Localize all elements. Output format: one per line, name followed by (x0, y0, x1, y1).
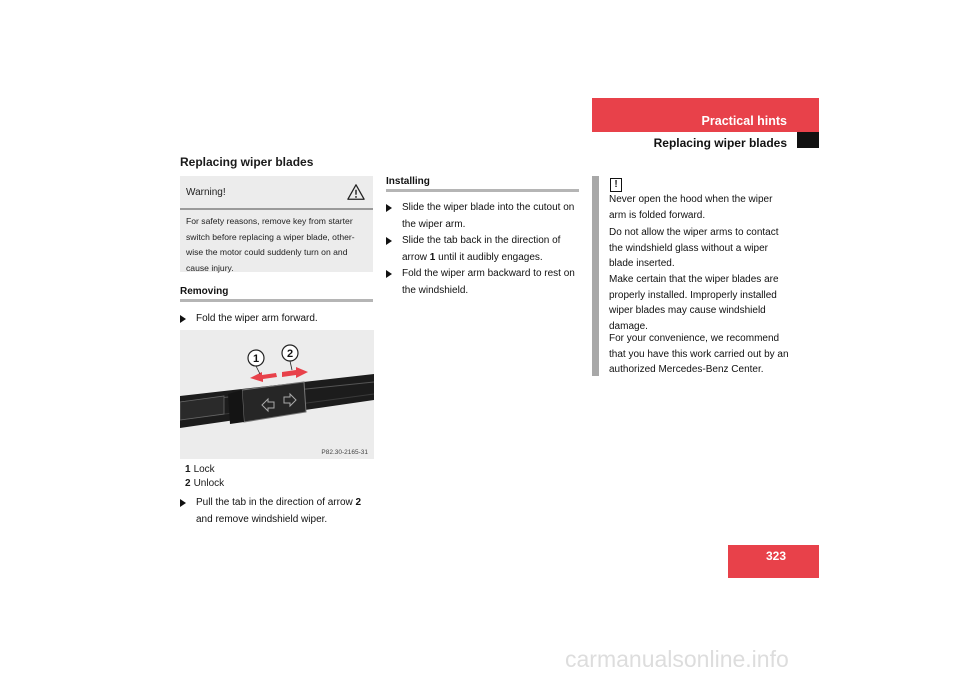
removing-step-2-text: Pull the tab in the direction of arrow (196, 497, 356, 508)
removing-step-2 (180, 495, 390, 528)
removing-step-1-text: Fold the wiper arm forward. (196, 313, 318, 324)
legend-item-2 (185, 477, 224, 491)
removing-step-1 (180, 311, 376, 328)
bullet-arrow-icon (180, 315, 186, 323)
figure-code: P82.30-2165-31 (321, 449, 368, 456)
legend-label: Lock (193, 464, 215, 475)
legend-num: 1 (185, 464, 191, 475)
section-title: Practical hints (701, 114, 787, 128)
header-black-tab (797, 132, 819, 148)
installing-step-2-line2-end: until it audibly engages. (435, 251, 543, 263)
arrow-number: 2 (355, 497, 362, 508)
callout-2: 2 (286, 348, 294, 360)
removing-step-2-text-2: and remove windshield wiper. (196, 513, 328, 525)
callout-1: 1 (252, 353, 260, 365)
installing-step-2-line2: arrow (402, 251, 430, 263)
note-paragraph-4: For your convenience, we recommend that you have this work carried out by an authorized Mercedes-Benz Center. (609, 333, 789, 375)
installing-step-1 (386, 200, 582, 233)
legend-num: 2 (185, 478, 191, 489)
arrow-number: 1 (429, 251, 436, 263)
installing-step-3 (386, 266, 582, 299)
installing-step-3-text: Fold the wiper arm backward to rest on the windshield. (402, 268, 575, 296)
page-title: Replacing wiper blades (180, 155, 314, 169)
legend-item-1 (185, 463, 215, 477)
warning-text: For safety reasons, remove key from starter switch before replacing a wiper blade, other-wise the motor could suddenly turn on and cause injury. (186, 216, 355, 273)
legend-label: Unlock (193, 478, 225, 489)
note-paragraph-3: Make certain that the wiper blades are properly installed. Improperly installed wiper blades may cause windshield damage. (609, 274, 779, 332)
removing-heading: Removing (180, 286, 373, 302)
note-paragraph-1: Never open the hood when the wiper arm is folded forward. (609, 194, 773, 221)
wiper-arm-illustration (180, 330, 374, 459)
installing-step-1-text: Slide the wiper blade into the cutout on the wiper arm. (402, 202, 575, 230)
warning-title: Warning! (186, 187, 226, 198)
bullet-arrow-icon (386, 270, 392, 278)
bullet-arrow-icon (386, 204, 392, 212)
warning-header (180, 176, 373, 210)
bullet-arrow-icon (180, 499, 186, 507)
installing-heading: Installing (386, 176, 579, 192)
section-subtitle: Replacing wiper blades (653, 136, 787, 150)
note-exclamation-icon: ! (610, 178, 622, 192)
bullet-arrow-icon (386, 237, 392, 245)
arrow-lock-icon (250, 372, 277, 382)
wiper-figure (180, 330, 374, 459)
note-bar (592, 176, 599, 376)
warning-box (180, 176, 373, 272)
installing-step-2 (386, 233, 582, 266)
installing-step-2-text: Slide the tab back in the direction of (402, 235, 561, 246)
page-number: 323 (765, 549, 786, 563)
watermark: carmanualsonline.info (565, 646, 789, 672)
warning-triangle-icon (347, 183, 365, 201)
note-paragraph-2: Do not allow the wiper arms to contact the windshield glass without a wiper blade inserted. (609, 227, 779, 269)
arrow-unlock-icon (282, 367, 308, 378)
